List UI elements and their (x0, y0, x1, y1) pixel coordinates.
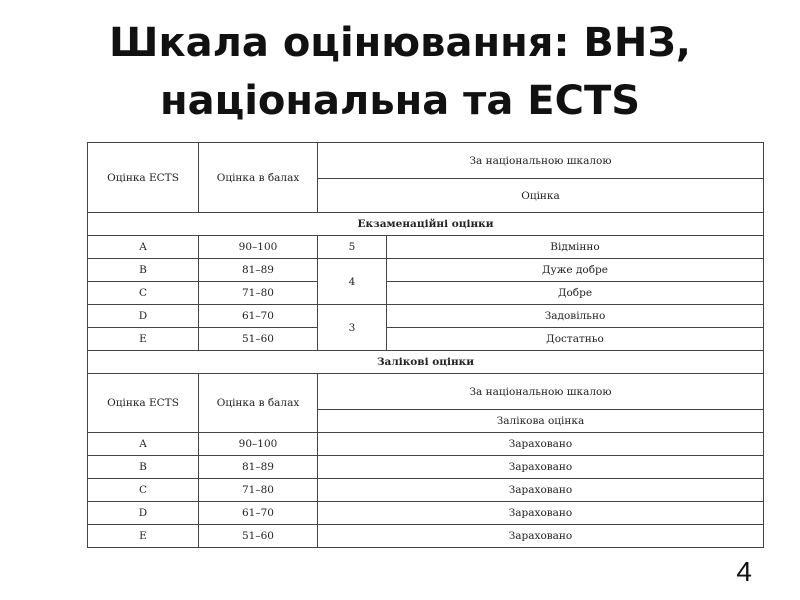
cell-points: 51–60 (199, 525, 318, 548)
cell-grade: Достатньо (387, 328, 764, 351)
table-row (88, 236, 764, 259)
cell-ects: D (88, 502, 199, 525)
header-national-scale: За національною шкалою (318, 374, 764, 410)
cell-points: 90–100 (199, 433, 318, 456)
cell-grade: Зараховано (318, 502, 764, 525)
table-header-row (88, 143, 764, 179)
cell-national: 5 (318, 236, 387, 259)
header-national-scale: За національною шкалою (318, 143, 764, 179)
cell-points: 90–100 (199, 236, 318, 259)
cell-grade: Зараховано (318, 433, 764, 456)
cell-grade: Добре (387, 282, 764, 305)
cell-ects: A (88, 433, 199, 456)
cell-points: 71–80 (199, 282, 318, 305)
table-row (88, 328, 764, 351)
page-number: 4 (736, 556, 752, 587)
header-grade: Оцінка (318, 179, 764, 213)
slide-title-line-1: Шкала оцінювання: ВНЗ, (109, 20, 691, 66)
cell-grade: Зараховано (318, 525, 764, 548)
table-row (88, 433, 764, 456)
section-credit-grades: Залікові оцінки (88, 351, 764, 374)
cell-grade: Задовільно (387, 305, 764, 328)
grading-scale-table (87, 142, 764, 548)
table-row (88, 305, 764, 328)
cell-ects: B (88, 456, 199, 479)
cell-ects: E (88, 525, 199, 548)
cell-ects: B (88, 259, 199, 282)
cell-points: 61–70 (199, 502, 318, 525)
section-row (88, 351, 764, 374)
table-row (88, 525, 764, 548)
cell-ects: E (88, 328, 199, 351)
slide-title (0, 14, 800, 130)
section-exam-grades: Екзаменаційні оцінки (88, 213, 764, 236)
header-credit-grade: Залікова оцінка (318, 410, 764, 433)
header-ects: Оцінка ECTS (88, 143, 199, 213)
cell-grade: Зараховано (318, 456, 764, 479)
cell-ects: A (88, 236, 199, 259)
cell-points: 81–89 (199, 456, 318, 479)
section-row (88, 213, 764, 236)
table-row (88, 502, 764, 525)
table-header-row (88, 374, 764, 410)
cell-ects: C (88, 479, 199, 502)
table-row (88, 259, 764, 282)
table-row (88, 282, 764, 305)
table-row (88, 479, 764, 502)
cell-points: 81–89 (199, 259, 318, 282)
table-row (88, 456, 764, 479)
cell-national: 3 (318, 305, 387, 351)
header-ects: Оцінка ECTS (88, 374, 199, 433)
header-points: Оцінка в балах (199, 143, 318, 213)
cell-ects: C (88, 282, 199, 305)
header-points: Оцінка в балах (199, 374, 318, 433)
cell-points: 71–80 (199, 479, 318, 502)
slide-title-line-2: національна та ECTS (159, 78, 641, 124)
cell-points: 51–60 (199, 328, 318, 351)
cell-grade: Зараховано (318, 479, 764, 502)
cell-grade: Відмінно (387, 236, 764, 259)
cell-national: 4 (318, 259, 387, 305)
cell-ects: D (88, 305, 199, 328)
cell-grade: Дуже добре (387, 259, 764, 282)
cell-points: 61–70 (199, 305, 318, 328)
